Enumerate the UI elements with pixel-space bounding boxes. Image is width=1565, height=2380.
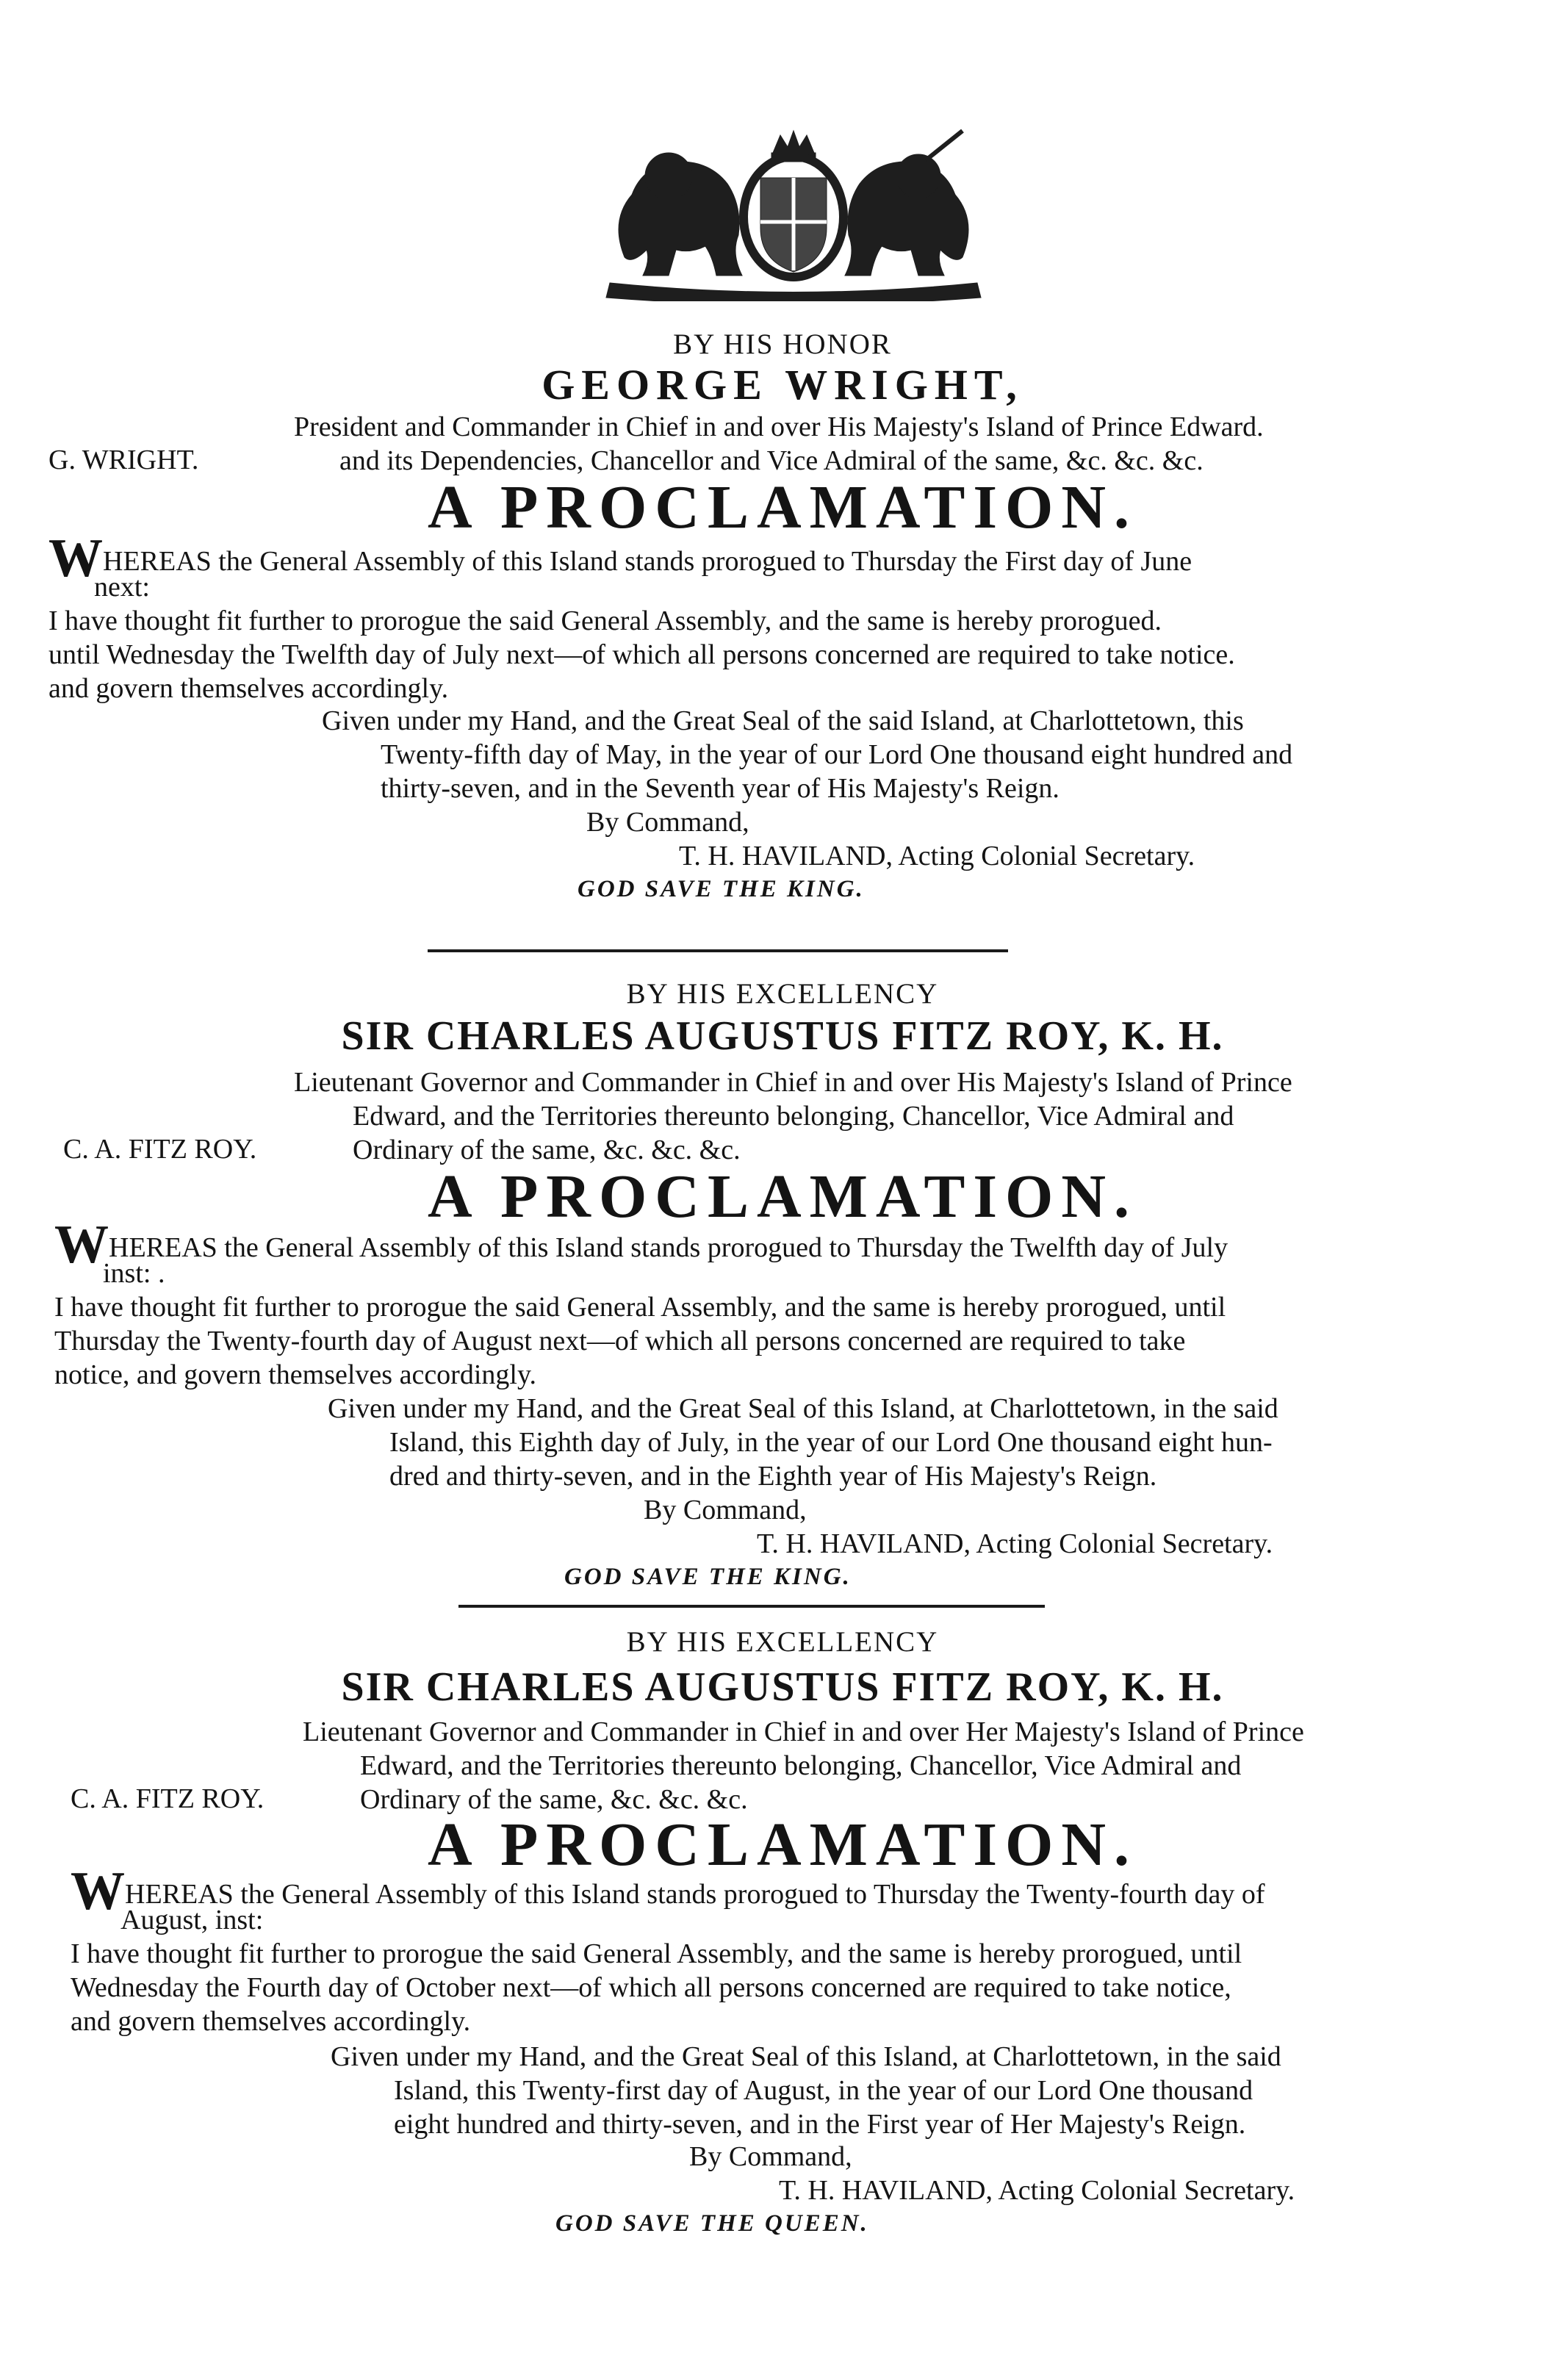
- issuer-style-line: Edward, and the Territories thereunto belonging, Chancellor, Vice Admiral and: [353, 1101, 1234, 1132]
- proclamation-title: A PROCLAMATION.: [427, 1162, 1138, 1231]
- issuer-style-line: Ordinary of the same, &c. &c. &c.: [353, 1135, 741, 1165]
- given-line: Island, this Twenty-first day of August, in the year of our Lord One thousand: [394, 2075, 1253, 2106]
- whereas-continuation: next:: [94, 572, 150, 603]
- given-line: Given under my Hand, and the Great Seal of this Island, at Charlottetown, in the said: [328, 1393, 1278, 1424]
- given-line: eight hundred and thirty-seven, and in the First year of Her Majesty's Reign.: [394, 2109, 1246, 2140]
- secretary-line: T. H. HAVILAND, Acting Colonial Secretary.: [757, 1528, 1273, 1559]
- issuer-style-line: Lieutenant Governor and Commander in Chief in and over Her Majesty's Island of Prince: [303, 1716, 1304, 1747]
- body-line: Wednesday the Fourth day of October next—of which all persons concerned are required to take notice,: [71, 1972, 1231, 2003]
- drop-cap: W: [54, 1215, 109, 1275]
- body-line: I have thought fit further to prorogue the said General Assembly, and the same is hereby prorogued, until: [54, 1292, 1226, 1323]
- body-line: and govern themselves accordingly.: [48, 673, 449, 704]
- proclamation-title: A PROCLAMATION.: [427, 473, 1138, 542]
- by-command: By Command,: [644, 1495, 807, 1525]
- proclamation-title: A PROCLAMATION.: [427, 1811, 1138, 1879]
- section-divider: [428, 949, 1008, 952]
- body-line: and govern themselves accordingly.: [71, 2006, 471, 2037]
- by-command: By Command,: [586, 807, 749, 838]
- issuer-style-line: and its Dependencies, Chancellor and Vice Admiral of the same, &c. &c. &c.: [339, 445, 1204, 476]
- issuer-style-line: Ordinary of the same, &c. &c. &c.: [360, 1784, 748, 1815]
- signature: C. A. FITZ ROY.: [63, 1134, 257, 1165]
- signature: G. WRIGHT.: [48, 445, 199, 475]
- royal-coat-of-arms-icon: [580, 125, 1007, 301]
- section-divider: [458, 1605, 1045, 1608]
- issuer-name: SIR CHARLES AUGUSTUS FITZ ROY, K. H.: [341, 1013, 1224, 1059]
- issuer-name: SIR CHARLES AUGUSTUS FITZ ROY, K. H.: [341, 1664, 1224, 1710]
- whereas-continuation: inst: .: [103, 1258, 165, 1289]
- issuer-style-line: President and Commander in Chief in and over His Majesty's Island of Prince Edward.: [294, 411, 1264, 442]
- whereas-continuation: August, inst:: [120, 1905, 264, 1935]
- issuer-heading: BY HIS HONOR: [673, 328, 892, 360]
- body-line: I have thought fit further to prorogue the said General Assembly, and the same is hereby prorogued.: [48, 605, 1162, 636]
- drop-cap: W: [71, 1861, 125, 1921]
- secretary-line: T. H. HAVILAND, Acting Colonial Secretary.: [679, 841, 1195, 871]
- body-line: I have thought fit further to prorogue the said General Assembly, and the same is hereby prorogued, until: [71, 1938, 1242, 1969]
- signature: C. A. FITZ ROY.: [71, 1783, 265, 1814]
- whereas-text: HEREAS the General Assembly of this Island stands prorogued to Thursday the Twenty-fourth day of: [125, 1879, 1265, 1910]
- secretary-line: T. H. HAVILAND, Acting Colonial Secretary.: [779, 2175, 1295, 2206]
- body-line: notice, and govern themselves accordingly.: [54, 1359, 536, 1390]
- body-line: until Wednesday the Twelfth day of July next—of which all persons concerned are required to take notice.: [48, 639, 1235, 670]
- whereas-text: HEREAS the General Assembly of this Island stands prorogued to Thursday the Twelfth day of July: [109, 1232, 1228, 1263]
- given-line: Given under my Hand, and the Great Seal of the said Island, at Charlottetown, this: [322, 705, 1244, 736]
- royal-motto: GOD SAVE THE QUEEN.: [555, 2210, 869, 2237]
- drop-cap: W: [48, 528, 103, 589]
- given-line: Given under my Hand, and the Great Seal of this Island, at Charlottetown, in the said: [331, 2041, 1281, 2072]
- given-line: dred and thirty-seven, and in the Eighth year of His Majesty's Reign.: [389, 1461, 1157, 1492]
- issuer-style-line: Edward, and the Territories thereunto belonging, Chancellor, Vice Admiral and: [360, 1750, 1242, 1781]
- body-line: Thursday the Twenty-fourth day of August next—of which all persons concerned are required to take: [54, 1326, 1186, 1356]
- given-line: Island, this Eighth day of July, in the year of our Lord One thousand eight hun-: [389, 1427, 1273, 1458]
- issuer-heading: BY HIS EXCELLENCY: [626, 1626, 939, 1658]
- issuer-style-line: Lieutenant Governor and Commander in Chief in and over His Majesty's Island of Prince: [294, 1067, 1292, 1098]
- given-line: Twenty-fifth day of May, in the year of our Lord One thousand eight hundred and: [381, 739, 1293, 770]
- by-command: By Command,: [689, 2141, 852, 2172]
- issuer-heading: BY HIS EXCELLENCY: [626, 978, 939, 1010]
- whereas-text: HEREAS the General Assembly of this Island stands prorogued to Thursday the First day of June: [103, 546, 1192, 577]
- royal-motto: GOD SAVE THE KING.: [564, 1564, 852, 1590]
- issuer-name: GEORGE WRIGHT,: [542, 361, 1023, 409]
- given-line: thirty-seven, and in the Seventh year of His Majesty's Reign.: [381, 773, 1059, 804]
- royal-motto: GOD SAVE THE KING.: [578, 876, 865, 902]
